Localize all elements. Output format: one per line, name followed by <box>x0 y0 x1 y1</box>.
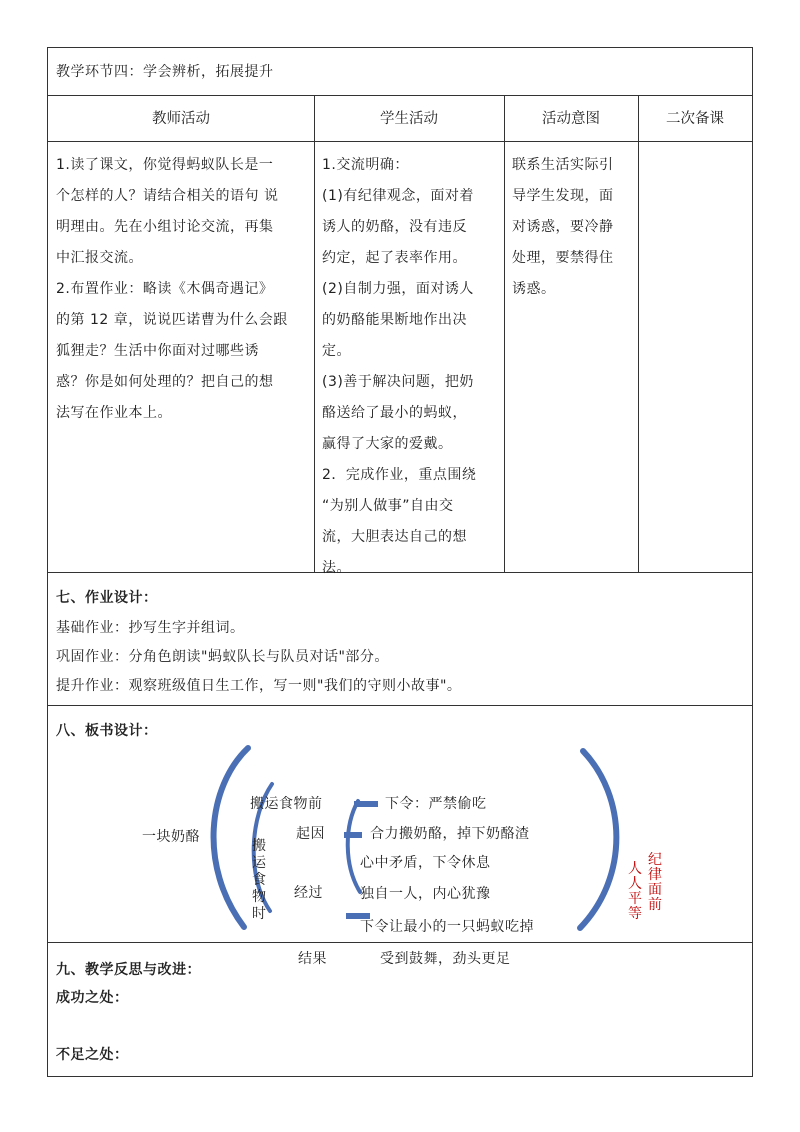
table-content-row <box>48 142 752 576</box>
homework-consolidate: 巩固作业：分角色朗读"蚂蚁队长与队员对话"部分。 <box>56 649 389 665</box>
header-student-activity: 学生活动 <box>380 111 438 127</box>
text-line: 1.交流明确： <box>322 157 409 173</box>
process-brace <box>348 801 360 892</box>
board-before-label: 搬运食物前 <box>250 796 323 812</box>
text-line: 赢得了大家的爱戴。 <box>322 436 453 452</box>
column-divider <box>504 142 505 572</box>
text-line: 导学生发现，面 <box>512 188 614 204</box>
board-side-col-left <box>627 862 643 922</box>
before-connector <box>354 801 378 807</box>
right-brace <box>580 751 616 928</box>
text-line: 个怎样的人？请结合相关的语句 说 <box>56 188 279 204</box>
side-char: 前 <box>648 897 662 913</box>
text-line: 惑？你是如何处理的？把自己的想 <box>56 374 274 390</box>
lesson-plan-page <box>47 47 753 1077</box>
text-line: 联系生活实际引 <box>512 157 614 173</box>
cause-connector <box>344 832 362 838</box>
text-line: 酪送给了最小的蚂蚁， <box>322 405 467 421</box>
homework-extend: 提升作业：观察班级值日生工作，写一则"我们的守则小故事"。 <box>56 678 462 694</box>
side-char: 平 <box>628 891 642 907</box>
text-line: 对诱惑，要冷静 <box>512 219 614 235</box>
board-cause-text: 合力搬奶酪，掉下奶酪渣 <box>370 826 530 842</box>
board-process-item-3: 下令让最小的一只蚂蚁吃掉 <box>360 919 534 935</box>
text-line: 定。 <box>322 343 351 359</box>
homework-heading: 七、作业设计： <box>56 590 158 606</box>
reflection-heading: 九、教学反思与改进： <box>56 962 201 978</box>
text-line: 2．完成作业，重点围绕 <box>322 467 477 483</box>
side-char: 面 <box>648 882 662 898</box>
board-cause-label: 起因 <box>296 826 325 842</box>
homework-section <box>48 573 752 706</box>
board-during-char: 物 <box>252 889 266 905</box>
stage-row <box>48 48 752 96</box>
reflection-section <box>48 943 752 1076</box>
reflection-success: 成功之处： <box>56 990 129 1006</box>
header-teacher-activity: 教师活动 <box>152 111 210 127</box>
board-result-text: 受到鼓舞，劲头更足 <box>380 951 511 967</box>
header-secondary-prep: 二次备课 <box>666 111 724 127</box>
left-brace <box>214 748 248 927</box>
board-during-char: 搬 <box>252 838 266 854</box>
text-line: 2.布置作业：略读《木偶奇遇记》 <box>56 281 274 297</box>
activity-intent-cell <box>512 150 636 305</box>
homework-basic: 基础作业：抄写生字并组词。 <box>56 620 245 636</box>
board-result-label: 结果 <box>298 951 327 967</box>
text-line: 法写在作业本上。 <box>56 405 172 421</box>
reflection-shortfall: 不足之处： <box>56 1047 129 1063</box>
text-line: 流，大胆表达自己的想 <box>322 529 467 545</box>
student-activity-cell <box>322 150 502 584</box>
board-during-char: 运 <box>252 855 266 871</box>
board-side-col-right <box>647 853 663 913</box>
text-line: (1)有纪律观念，面对着 <box>322 188 474 204</box>
column-divider <box>314 142 315 572</box>
text-line: 法。 <box>322 560 351 576</box>
teacher-activity-cell <box>56 150 312 429</box>
secondary-prep-cell <box>639 142 752 572</box>
board-process-label: 经过 <box>294 885 323 901</box>
header-activity-intent: 活动意图 <box>542 111 600 127</box>
text-line: 狐狸走？生活中你面对过哪些诱 <box>56 343 259 359</box>
text-line: 明理由。先在小组讨论交流，再集 <box>56 219 274 235</box>
side-char: 等 <box>628 906 642 922</box>
text-line: 诱惑。 <box>512 281 556 297</box>
side-char: 人 <box>628 861 642 877</box>
text-line: 诱人的奶酪，没有违反 <box>322 219 467 235</box>
side-char: 纪 <box>648 852 662 868</box>
side-char: 人 <box>628 876 642 892</box>
board-during-char: 时 <box>252 906 266 922</box>
text-line: 1.读了课文，你觉得蚂蚁队长是一 <box>56 157 274 173</box>
board-design-section <box>48 706 752 967</box>
table-header-row <box>48 96 752 142</box>
board-heading: 八、板书设计： <box>56 723 158 739</box>
text-line: 的奶酪能果断地作出决 <box>322 312 467 328</box>
text-line: 约定，起了表率作用。 <box>322 250 467 266</box>
text-line: “为别人做事”自由交 <box>322 498 454 514</box>
stage-title: 教学环节四：学会辨析，拓展提升 <box>56 64 274 80</box>
board-during-char: 食 <box>252 872 266 888</box>
text-line: 中汇报交流。 <box>56 250 143 266</box>
text-line: (2)自制力强，面对诱人 <box>322 281 474 297</box>
text-line: (3)善于解决问题，把奶 <box>322 374 474 390</box>
board-during-label <box>250 838 268 923</box>
text-line: 的第 12 章，说说匹诺曹为什么会跟 <box>56 312 288 328</box>
board-process-item-1: 心中矛盾，下令休息 <box>360 855 491 871</box>
text-line: 处理，要禁得住 <box>512 250 614 266</box>
side-char: 律 <box>648 867 662 883</box>
board-process-item-2: 独自一人，内心犹豫 <box>360 886 491 902</box>
board-before-text: 下令：严禁偷吃 <box>385 796 487 812</box>
board-center-title: 一块奶酪 <box>142 829 200 845</box>
